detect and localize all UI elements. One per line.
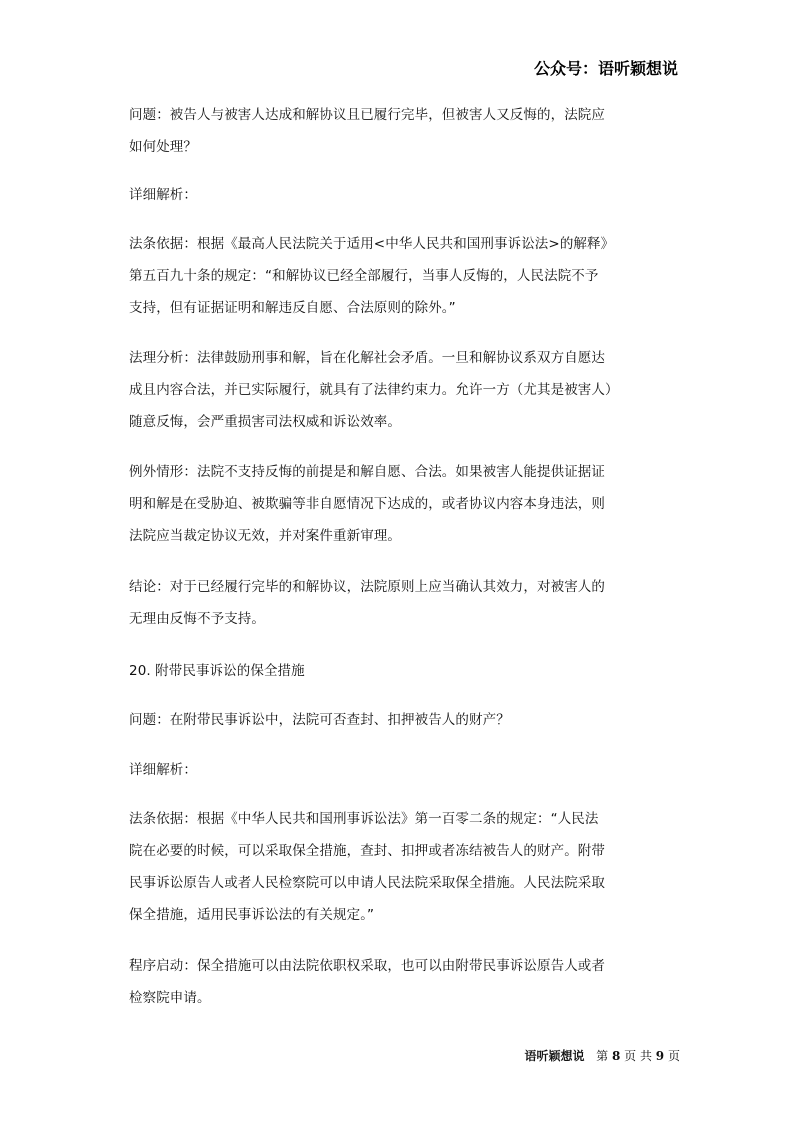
page-total: 9: [655, 1049, 665, 1063]
text-line: 如何处理？: [129, 139, 197, 155]
text-line: 结论：对于已经履行完毕的和解协议，法院原则上应当确认其效力，对被害人的: [129, 579, 605, 595]
text-line: 院在必要的时候，可以采取保全措施，查封、扣押或者冻结被告人的财产。附带: [129, 843, 605, 859]
text-line: 第五百九十条的规定：“和解协议已经全部履行，当事人反悔的，人民法院不予: [129, 268, 599, 284]
text-line: 法条依据：根据《中华人民共和国刑事诉讼法》第一百零二条的规定：“人民法: [129, 811, 599, 827]
page-footer: [524, 1047, 680, 1064]
footer-brand: 语听颖想说: [524, 1049, 585, 1063]
text-line: 无理由反悔不予支持。: [129, 611, 265, 627]
text-line: 问题：被告人与被害人达成和解协议且已履行完毕，但被害人又反悔的，法院应: [129, 107, 605, 123]
question-paragraph: [129, 704, 649, 736]
section-heading: [129, 655, 649, 687]
question-paragraph: [129, 99, 649, 163]
text-line: 20. 附带民事诉讼的保全措施: [129, 663, 305, 679]
text-line: 法条依据：根据《最高人民法院关于适用<中华人民共和国刑事诉讼法>的解释》: [129, 236, 615, 252]
text-line: 问题：在附带民事诉讼中，法院可否查封、扣押被告人的财产？: [129, 712, 510, 728]
text-line: 法院应当裁定协议无效，并对案件重新审理。: [129, 528, 401, 544]
analysis-heading: [129, 179, 649, 211]
page-mid: 页 共: [624, 1049, 652, 1063]
header-brand: 公众号：语听颖想说: [533, 59, 678, 78]
text-line: 民事诉讼原告人或者人民检察院可以申请人民法院采取保全措施。人民法院采取: [129, 875, 605, 891]
text-line: 例外情形：法院不支持反悔的前提是和解自愿、合法。如果被害人能提供证据证: [129, 464, 605, 480]
conclusion-paragraph: [129, 571, 649, 635]
analysis-heading: [129, 754, 649, 786]
page-prefix: 第: [596, 1049, 609, 1063]
text-line: 保全措施，适用民事诉讼法的有关规定。”: [129, 907, 375, 923]
exception-paragraph: [129, 456, 649, 552]
text-line: 详细解析：: [129, 762, 197, 778]
text-line: 明和解是在受胁迫、被欺骗等非自愿情况下达成的，或者协议内容本身违法，则: [129, 496, 605, 512]
text-line: 详细解析：: [129, 187, 197, 203]
text-line: 成且内容合法，并已实际履行，就具有了法律约束力。允许一方（尤其是被害人）: [129, 382, 619, 398]
text-line: 检察院申请。: [129, 990, 211, 1006]
text-line: 支持，但有证据证明和解违反自愿、合法原则的除外。”: [129, 300, 456, 316]
page-current: 8: [611, 1049, 621, 1063]
page-suffix: 页: [667, 1049, 680, 1063]
text-line: 随意反悔，会严重损害司法权威和诉讼效率。: [129, 414, 401, 430]
text-line: 法理分析：法律鼓励刑事和解，旨在化解社会矛盾。一旦和解协议系双方自愿达: [129, 350, 605, 366]
legal-basis-paragraph: [129, 803, 649, 931]
legal-basis-paragraph: [129, 228, 649, 324]
procedure-paragraph: [129, 950, 649, 1014]
legal-theory-paragraph: [129, 342, 649, 438]
text-line: 程序启动：保全措施可以由法院依职权采取，也可以由附带民事诉讼原告人或者: [129, 958, 605, 974]
